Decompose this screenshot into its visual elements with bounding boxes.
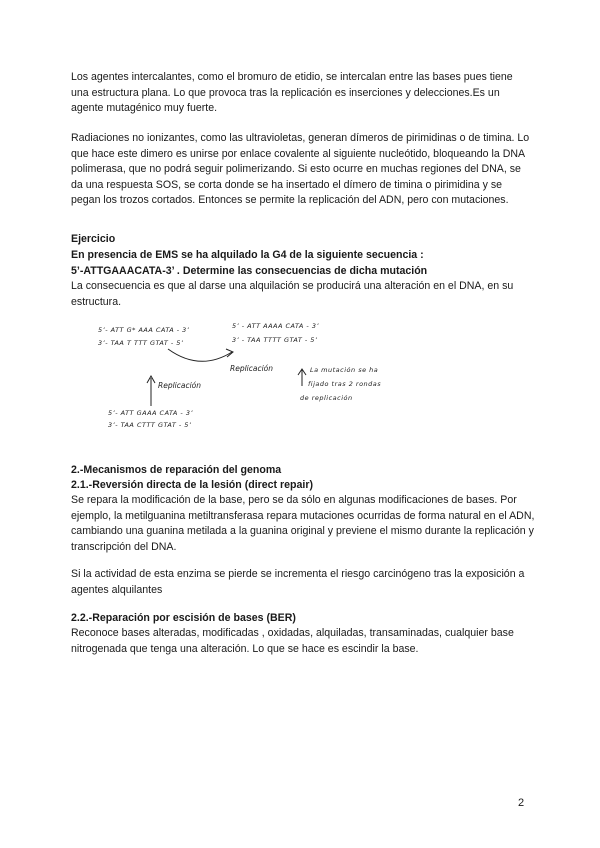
diagram-top-left-strand-2: 3’- TAA T TTT GTAT - 5’ <box>98 339 184 347</box>
diagram-note-line-2: fijado tras 2 rondas <box>308 380 382 388</box>
exercise-title: Ejercicio <box>71 233 116 245</box>
diagram-note-line-3: de replicación <box>300 394 353 402</box>
paragraph-intercalating-agents: Los agentes intercalantes, como el bromuro de etidio, se intercalan entre las bases pues tiene una estructura plana. Lo que provoca tras la replicación es inserciones y delecciones.Es un agente mutagénico muy fuerte. <box>71 71 513 115</box>
page-number: 2 <box>518 797 525 809</box>
replication-arrow <box>168 349 232 361</box>
section-2-title: 2.-Mecanismos de reparación del genoma <box>71 464 282 476</box>
diagram-top-left-strand-1: 5’- ATT G* AAA CATA - 3’ <box>98 326 190 334</box>
diagram-up-arrow-label: Replicación <box>158 381 202 390</box>
diagram-top-right-strand-2: 3’ - TAA TTTT GTAT - 5’ <box>232 336 318 344</box>
exercise-question-line-2: 5’-ATTGAAACATA-3’ . Determine las consecuencias de dicha mutación <box>71 265 428 277</box>
diagram-bottom-strand-1: 5’- ATT GAAA CATA - 3’ <box>108 409 194 417</box>
section-2-2-paragraph-1: Reconoce bases alteradas, modificadas , oxidadas, alquiladas, transaminadas, cualquier base nitrogenada que tenga una alteración. Lo que se hace es escindir la base. <box>71 627 514 655</box>
section-2-1-title: 2.1.-Reversión directa de la lesión (direct repair) <box>71 479 313 491</box>
diagram-arrow-label: Replicación <box>230 364 274 373</box>
diagram-bottom-strand-2: 3’- TAA CTTT GTAT - 5’ <box>108 421 192 429</box>
section-2-2-title: 2.2.-Reparación por escisión de bases (BER) <box>71 612 296 624</box>
section-2-1-paragraph-2: Si la actividad de esta enzima se pierde se incrementa el riesgo carcinógeno tras la exposición a agentes alquilantes <box>71 568 525 596</box>
diagram-note-line-1: La mutación se ha <box>310 366 379 374</box>
diagram-top-right-strand-1: 5’ - ATT AAAA CATA - 3’ <box>232 322 320 330</box>
exercise-question-line-1: En presencia de EMS se ha alquilado la G4 de la siguiente secuencia : <box>71 249 424 261</box>
paragraph-non-ionizing-radiation: Radiaciones no ionizantes, como las ultravioletas, generan dímeros de pirimidinas o de timina. Lo que hace este dimero es unirse por enlace covalente al siguiente nucleótido, bloqueando la DNA polimerasa, que no podrá seguir polimerizando. Si esto ocurre en muchas regiones del DNA, se da una respuesta SOS, se corta donde se ha insertado el dímero de timina o pirimidina y se pegan los trozos cortados. Entonces se permite la replicación del ADN, pero con mutaciones. <box>71 132 530 207</box>
exercise-answer: La consecuencia es que al darse una alquilación se producirá una alteración en el DNA, en su estructura. <box>71 280 514 308</box>
section-2-1-paragraph-1: Se repara la modificación de la base, pero se da sólo en algunas modificaciones de bases. Por ejemplo, la metilguanina metiltransferasa repara mutaciones ocurridas de forma natural en el ADN, cambiando una guanina metilada a la guanina original y previene el mismo durante la replicación y transcripción del DNA. <box>71 494 535 553</box>
